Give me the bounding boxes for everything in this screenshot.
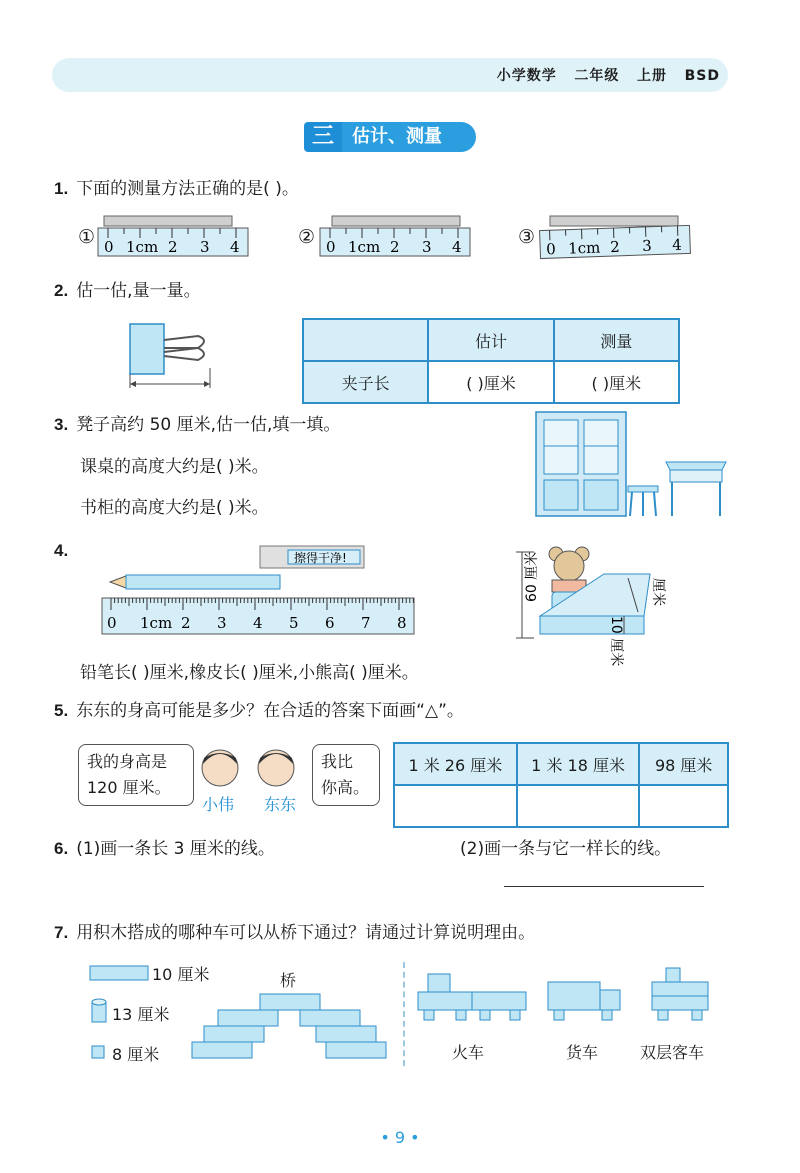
q1-ruler-2 xyxy=(318,210,478,260)
q1-option-2: ② xyxy=(298,226,316,248)
q2-measure-cell[interactable]: ( )厘米 xyxy=(554,361,679,403)
desk xyxy=(666,462,726,470)
q2-estimate-cell[interactable]: ( )厘米 xyxy=(428,361,553,403)
block-label-long: 10 厘米 xyxy=(152,965,210,984)
object-bar xyxy=(104,216,232,226)
bridge-block xyxy=(204,1026,264,1042)
ruler-label: 4 xyxy=(253,614,263,632)
q5-table xyxy=(393,742,729,828)
bridge-block xyxy=(218,1010,278,1026)
section-badge xyxy=(304,122,476,152)
ruler-label: 3 xyxy=(200,238,210,256)
q2-table-head-estimate: 估计 xyxy=(428,319,553,361)
ruler-label: 1cm xyxy=(126,238,159,256)
bear-head xyxy=(554,551,584,581)
ruler-label: 7 xyxy=(361,614,371,632)
q3-number: 3. xyxy=(54,415,69,434)
object-bar xyxy=(332,216,460,226)
bridge-label: 桥 xyxy=(280,971,297,990)
q4-bear-figure xyxy=(500,538,666,667)
q4-number-line xyxy=(54,540,76,562)
bridge-block xyxy=(316,1026,376,1042)
section-title: 估计、测量 xyxy=(342,122,476,152)
ruler-label: 2 xyxy=(181,614,191,632)
q1-text xyxy=(54,178,299,200)
long-block xyxy=(90,966,148,980)
q5-option: 98 厘米 xyxy=(639,743,728,785)
vehicle-truck: 货车 xyxy=(566,1043,599,1062)
train-body xyxy=(418,992,472,1010)
q6-part2[interactable]: (2)画一条与它一样长的线。 xyxy=(460,839,672,859)
q2-text xyxy=(54,280,201,302)
q1-number: 1. xyxy=(54,179,69,198)
q2-number: 2. xyxy=(54,281,69,300)
q7-number: 7. xyxy=(54,923,69,942)
bubble-line: 你高。 xyxy=(321,778,370,797)
train-cylinder xyxy=(428,974,450,992)
ruler-label: 0 xyxy=(545,240,557,259)
bubble-line: 我比 xyxy=(321,752,354,771)
vehicle-double-decker: 双层客车 xyxy=(640,1043,705,1062)
q2-table xyxy=(302,318,680,404)
q5-answer-cell[interactable] xyxy=(639,785,728,827)
q1-ruler-1 xyxy=(96,210,256,260)
ruler-label: 4 xyxy=(452,238,462,256)
q7-vehicles-figure xyxy=(414,964,734,1024)
truck-cab xyxy=(600,990,620,1010)
ruler-label: 5 xyxy=(289,614,299,632)
ruler-label: 2 xyxy=(609,237,621,257)
q4-ruler-figure xyxy=(100,540,420,640)
q5-answer-cell[interactable] xyxy=(394,785,517,827)
ruler-label: 1cm xyxy=(348,238,381,256)
ruler-label: 8 xyxy=(397,614,407,632)
q5-option: 1 米 18 厘米 xyxy=(517,743,640,785)
bear-height-label: 60 厘米 xyxy=(524,551,540,602)
child-face-xiaowei xyxy=(202,750,238,786)
bridge-block xyxy=(192,1042,252,1058)
q6-number: 6. xyxy=(54,839,69,858)
train-body xyxy=(472,992,526,1010)
q2-table-head-blank xyxy=(303,319,428,361)
ruler-label: 1cm xyxy=(140,614,173,632)
ruler-label: 6 xyxy=(325,614,335,632)
eraser-text: 擦得干净! xyxy=(294,551,347,565)
q4-number: 4. xyxy=(54,541,69,560)
pencil xyxy=(126,575,280,589)
q4-answer-line[interactable]: 铅笔长( )厘米,橡皮长( )厘米,小熊高( )厘米。 xyxy=(80,663,419,683)
q5-option: 1 米 26 厘米 xyxy=(394,743,517,785)
vehicle-train: 火车 xyxy=(452,1043,485,1062)
q1-prompt: 下面的测量方法正确的是( )。 xyxy=(76,179,299,199)
ruler-label: 2 xyxy=(390,238,400,256)
q1-option-3: ③ xyxy=(518,226,536,248)
bus-top-cube xyxy=(666,968,680,982)
block-side-label: 厘米 xyxy=(650,578,666,606)
block-label-cube: 8 厘米 xyxy=(112,1045,160,1064)
ruler-label: 2 xyxy=(168,238,178,256)
q6-text xyxy=(54,838,275,860)
ruler-label: 0 xyxy=(326,238,336,256)
page-number: • 9 • xyxy=(380,1128,420,1147)
q5-answer-cell[interactable] xyxy=(517,785,640,827)
q3-line-desk[interactable]: 课桌的高度大约是( )米。 xyxy=(80,457,269,477)
ruler-label: 4 xyxy=(671,235,682,254)
bubble-line: 120 厘米。 xyxy=(87,778,171,797)
q7-text xyxy=(54,922,535,944)
truck-body xyxy=(548,982,600,1010)
q5-text xyxy=(54,700,464,722)
q2-prompt: 估一估,量一量。 xyxy=(76,281,201,301)
section-number: 三 xyxy=(304,122,342,152)
ruler-label: 0 xyxy=(104,238,114,256)
bridge-block xyxy=(326,1042,386,1058)
block-label-cylinder: 13 厘米 xyxy=(112,1005,170,1024)
bus-lower xyxy=(652,996,708,1010)
block xyxy=(540,616,644,634)
q6-part1[interactable]: (1)画一条长 3 厘米的线。 xyxy=(76,839,275,859)
name-xiaowei: 小伟 xyxy=(202,795,235,814)
bubble-line: 我的身高是 xyxy=(87,752,168,771)
bus-upper xyxy=(652,982,708,996)
bridge-block xyxy=(300,1010,360,1026)
q2-table-head-measure: 测量 xyxy=(554,319,679,361)
ruler-label: 3 xyxy=(217,614,227,632)
q1-option-1: ① xyxy=(78,226,96,248)
q3-text xyxy=(54,414,340,436)
cube-block xyxy=(92,1046,104,1058)
q5-number: 5. xyxy=(54,701,69,720)
speech-bubble-dongdong xyxy=(312,744,380,806)
stool xyxy=(628,486,658,492)
q5-prompt: 东东的身高可能是多少？在合适的答案下面画“△”。 xyxy=(76,701,464,721)
ruler-label: 4 xyxy=(230,238,240,256)
q3-line-bookcase[interactable]: 书柜的高度大约是( )米。 xyxy=(80,498,269,518)
block-height-label: 10 厘米 xyxy=(608,616,624,667)
speech-bubble-xiaowei xyxy=(78,744,194,806)
furniture-illustration xyxy=(532,408,732,520)
q7-prompt: 用积木搭成的哪种车可以从桥下通过？请通过计算说明理由。 xyxy=(76,923,536,943)
q6-reference-line xyxy=(504,886,704,887)
children-illustration xyxy=(196,744,300,796)
child-face-dongdong xyxy=(258,750,294,786)
ruler-label: 3 xyxy=(422,238,432,256)
q1-ruler-3 xyxy=(538,210,698,260)
bridge-block xyxy=(260,994,320,1010)
header-text: 小学数学 二年级 上册 BSD xyxy=(496,68,720,84)
q2-table-row-label: 夹子长 xyxy=(303,361,428,403)
divider xyxy=(403,962,405,1066)
ruler-label: 3 xyxy=(641,236,653,256)
binder-clip-illustration xyxy=(118,318,228,390)
ruler-label: 0 xyxy=(107,614,117,632)
pencil-tip xyxy=(110,576,126,588)
object-bar xyxy=(550,216,678,226)
ruler-label: 1cm xyxy=(567,238,601,258)
name-dongdong: 东东 xyxy=(264,795,297,814)
q3-prompt: 凳子高约 50 厘米,估一估,填一填。 xyxy=(76,415,341,435)
